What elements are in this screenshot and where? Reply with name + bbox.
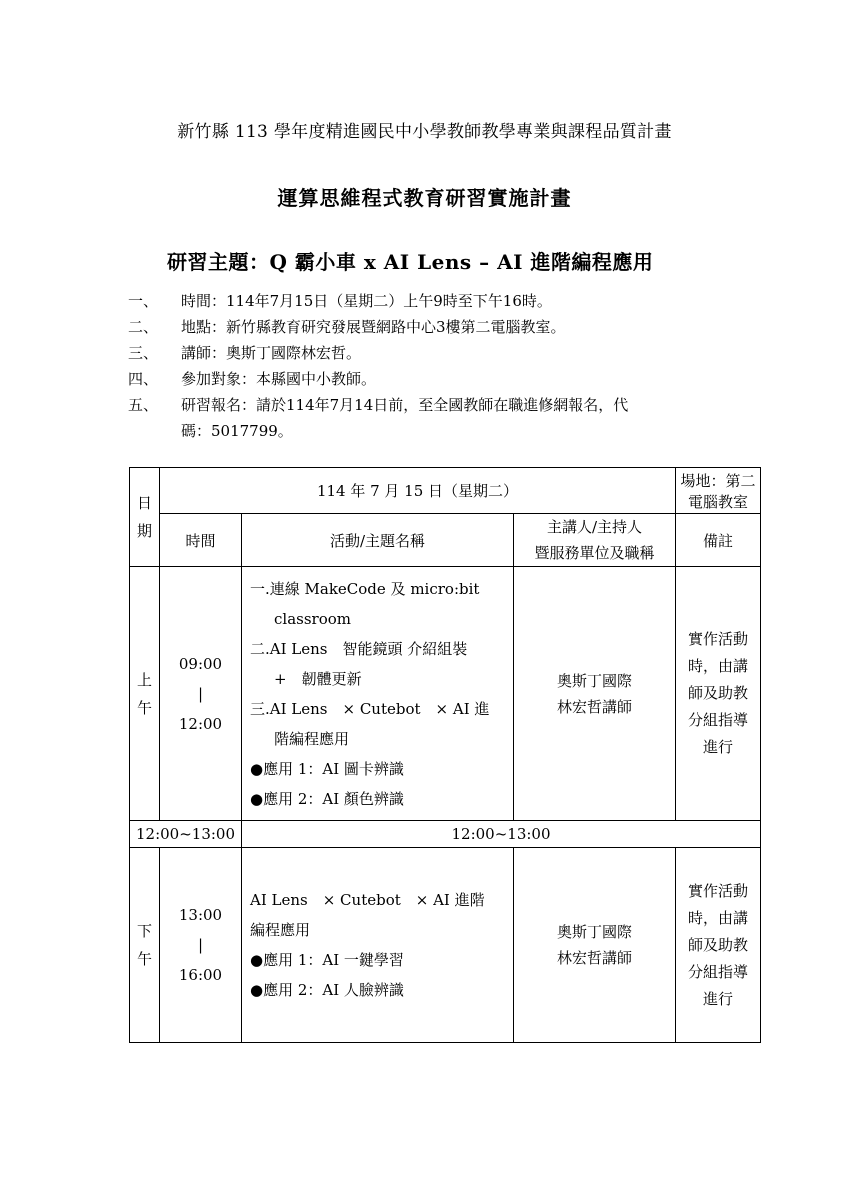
plan-item-instructor (128, 340, 728, 366)
speaker-header-line2: 暨服務單位及職稱 (534, 544, 655, 562)
morning-note-line: 實作活動 (687, 630, 748, 648)
item-text-continued: 碼：5017799。 (181, 422, 293, 440)
afternoon-time-cell (160, 848, 242, 1043)
plan-item-audience (128, 366, 728, 392)
morning-row (130, 567, 761, 821)
schedule-date: 114 年 7 月 15 日（星期二） (316, 482, 519, 500)
afternoon-speaker-line2: 林宏哲講師 (556, 949, 632, 967)
morning-note-line: 分組指導 (687, 711, 748, 729)
date-label-cell (130, 468, 160, 567)
date-cell (160, 468, 676, 514)
morning-activity-line: 階編程應用 (274, 729, 350, 748)
morning-time-start: 09:00 (178, 654, 223, 673)
speaker-header (514, 514, 676, 567)
item-text: 研習報名：請於114年7月14日前，至全國教師在職進修網報名，代 (181, 396, 629, 414)
morning-activity-line: classroom (274, 609, 351, 628)
document-header: 新竹縣 113 學年度精進國民中小學教師教學專業與課程品質計畫 (177, 122, 672, 142)
schedule-venue: 場地：第二電腦教室 (680, 471, 756, 511)
item-text: 地點：新竹縣教育研究發展暨網路中心3樓第二電腦教室。 (181, 318, 566, 336)
lunch-label-cell: 12:00~13:00 (242, 821, 761, 848)
morning-activity-line: 二.AI Lens 智能鏡頭 介紹組裝 (250, 639, 468, 658)
lunch-row (130, 821, 761, 848)
document-title: 運算思維程式教育研習實施計畫 (277, 186, 572, 210)
plan-item-registration-continued (128, 418, 728, 444)
afternoon-activity-line: ●應用 1：AI 一鍵學習 (250, 951, 404, 969)
schedule-table (129, 467, 761, 1043)
morning-speaker-line2: 林宏哲講師 (556, 697, 632, 716)
item-number: 四、 (128, 370, 159, 388)
item-text: 參加對象：本縣國中小教師。 (181, 370, 377, 388)
morning-time-separator: | (197, 684, 204, 703)
afternoon-activity-cell (242, 848, 514, 1043)
schedule-header-row-2 (130, 514, 761, 567)
speaker-header-line1: 主講人/主持人 (546, 518, 643, 536)
afternoon-note-line: 分組指導 (687, 962, 748, 981)
item-text: 講師：奧斯丁國際林宏哲。 (181, 344, 362, 362)
schedule-header-row-1 (130, 468, 761, 514)
item-number: 一、 (128, 292, 159, 310)
morning-activity-line: 一.連線 MakeCode 及 micro:bit (250, 579, 480, 598)
morning-activity-line: ●應用 2：AI 顏色辨識 (250, 789, 404, 808)
afternoon-period: 下午 (136, 922, 152, 968)
date-label: 日期 (136, 494, 152, 540)
afternoon-note-line: 師及助教 (687, 935, 748, 954)
activity-header: 活動/主題名稱 (242, 514, 514, 567)
plan-item-registration (128, 392, 728, 418)
morning-note-line: 進行 (702, 738, 733, 756)
item-number: 五、 (128, 396, 159, 414)
morning-activity-cell (242, 567, 514, 821)
document-topic: 研習主題：Q 霸小車 x AI Lens – AI 進階編程應用 (167, 250, 654, 274)
afternoon-activity-line: AI Lens × Cutebot × AI 進階 (250, 891, 485, 909)
morning-period-cell (130, 567, 160, 821)
morning-speaker-cell (514, 567, 676, 821)
morning-period: 上午 (136, 670, 152, 717)
item-text: 時間：114年7月15日（星期二）上午9時至下午16時。 (181, 292, 552, 310)
morning-note-line: 時，由講 (687, 657, 748, 675)
afternoon-activity-line: ●應用 2：AI 人臉辨識 (250, 981, 404, 999)
afternoon-speaker-line1: 奧斯丁國際 (556, 923, 632, 941)
morning-activity-line: ●應用 1：AI 圖卡辨識 (250, 759, 404, 778)
afternoon-time-start: 13:00 (178, 906, 223, 924)
lunch-time-cell: 12:00~13:00 (130, 821, 242, 848)
plan-item-list (128, 288, 728, 444)
afternoon-time-end: 16:00 (178, 966, 223, 984)
afternoon-time-separator: | (197, 936, 204, 954)
item-number: 二、 (128, 318, 159, 336)
morning-note-line: 師及助教 (687, 684, 748, 702)
time-header: 時間 (160, 514, 242, 567)
afternoon-activity-line: 編程應用 (250, 921, 311, 939)
afternoon-note-line: 進行 (702, 989, 733, 1008)
morning-activity-line: + 韌體更新 (274, 669, 362, 688)
plan-item-location (128, 314, 728, 340)
morning-time-cell (160, 567, 242, 821)
afternoon-note-line: 實作活動 (687, 881, 748, 900)
afternoon-row (130, 848, 761, 1043)
venue-cell (676, 468, 761, 514)
note-header: 備註 (676, 514, 761, 567)
afternoon-note-cell (676, 848, 761, 1043)
afternoon-period-cell (130, 848, 160, 1043)
morning-note-cell (676, 567, 761, 821)
morning-time-end: 12:00 (178, 714, 223, 733)
morning-activity-line: 三.AI Lens × Cutebot × AI 進 (250, 699, 490, 718)
afternoon-note-line: 時，由講 (687, 908, 748, 927)
item-number: 三、 (128, 344, 159, 362)
morning-speaker-line1: 奧斯丁國際 (556, 671, 632, 690)
plan-item-time (128, 288, 728, 314)
afternoon-speaker-cell (514, 848, 676, 1043)
